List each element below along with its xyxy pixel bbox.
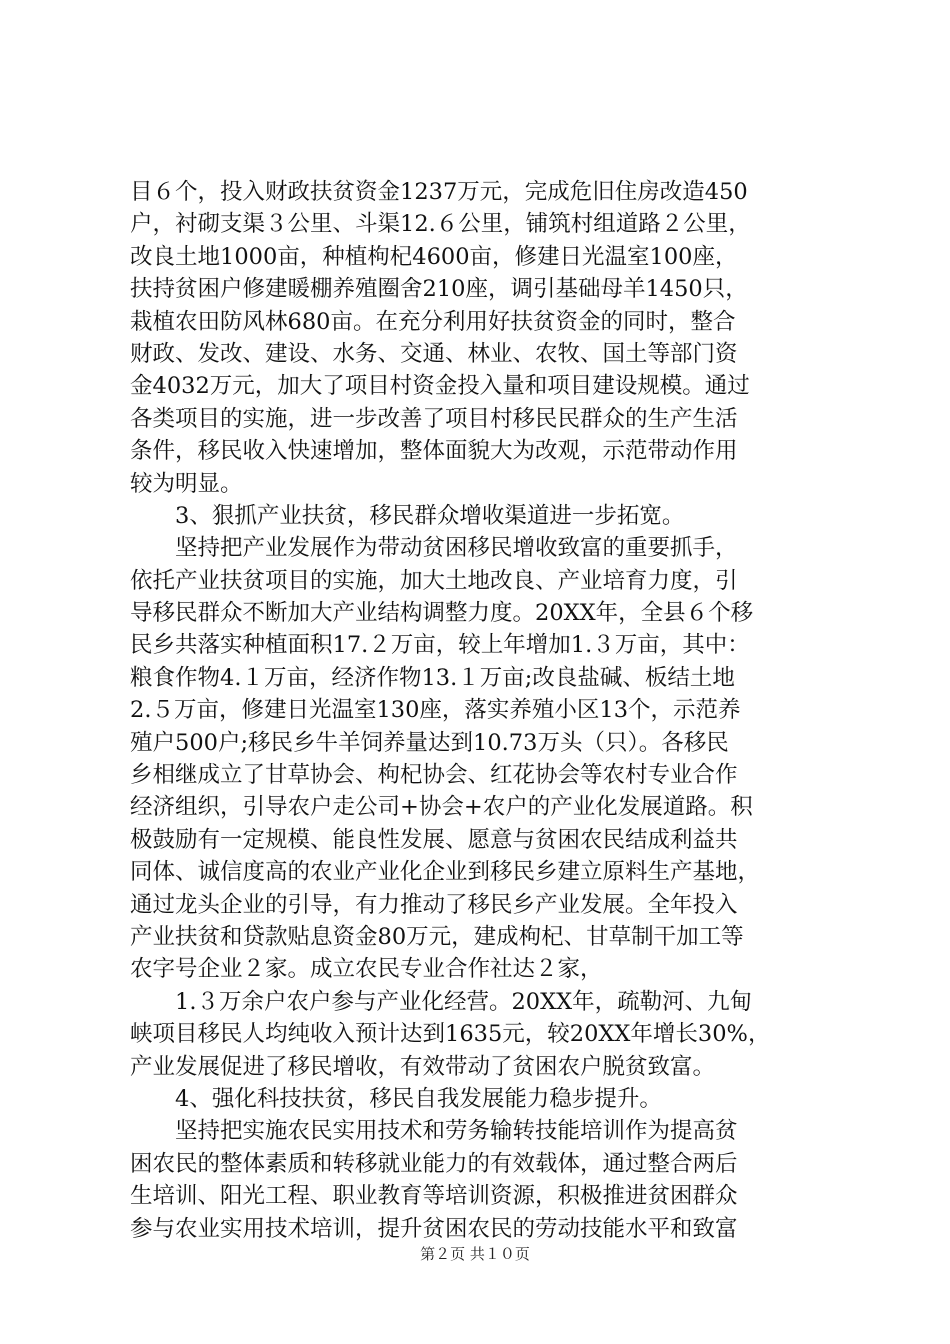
text-line: 户，衬砌支渠３公里、斗渠12.６公里，铺筑村组道路２公里， [130,211,751,238]
text-line: 乡相继成立了甘草协会、枸杞协会、红花协会等农村专业合作 [130,762,738,789]
text-line: 财政、发改、建设、水务、交通、林业、农牧、国土等部门资 [130,340,738,367]
text-line: 扶持贫困户修建暖棚养殖圈舍210座，调引基础母羊1450只， [130,276,748,303]
text-line: 峡项目移民人均纯收入预计达到1635元，较20XX年增长30%， [130,1021,771,1048]
text-line: 产业扶贫和贷款贴息资金80万元，建成枸杞、甘草制干加工等 [130,923,744,950]
text-line: 较为明显。 [130,470,243,497]
page-footer [0,1244,950,1264]
text-line: 栽植农田防风林680亩。在充分利用好扶贫资金的同时，整合 [130,308,736,335]
text-line: 导移民群众不断加大产业结构调整力度。20XX年，全县６个移 [130,600,754,627]
text-line: 条件，移民收入快速增加，整体面貌大为改观，示范带动作用 [130,438,738,465]
text-line: 1.３万余户农户参与产业化经营。20XX年，疏勒河、九甸 [130,988,753,1015]
text-line: 坚持把实施农民实用技术和劳务输转技能培训作为提高贫 [130,1118,738,1145]
text-line: 依托产业扶贫项目的实施，加大土地改良、产业培育力度，引 [130,567,738,594]
text-line: 民乡共落实种植面积17.２万亩，较上年增加1.３万亩，其中： [130,632,750,659]
text-line: 2.５万亩，修建日光温室130座，落实养殖小区13个，示范养 [130,697,741,724]
text-line: 坚持把产业发展作为带动贫困移民增收致富的重要抓手， [130,535,738,562]
text-line: 农字号企业２家。成立农民专业合作社达２家， [130,956,603,983]
page-number: 第２页 共１０页 [420,1245,530,1263]
text-line: 困农民的整体素质和转移就业能力的有效载体，通过整合两后 [130,1150,738,1177]
text-line: 通过龙头企业的引导，有力推动了移民乡产业发展。全年投入 [130,891,738,918]
text-line: 粮食作物4.１万亩，经济作物13.１万亩;改良盐碱、板结土地 [130,664,735,691]
document-body [130,176,830,1245]
text-line: 各类项目的实施，进一步改善了项目村移民民群众的生产生活 [130,405,738,432]
text-line: 同体、诚信度高的农业产业化企业到移民乡建立原料生产基地， [130,859,761,886]
text-line: 产业发展促进了移民增收，有效带动了贫困农户脱贫致富。 [130,1053,716,1080]
text-line: 目６个，投入财政扶贫资金1237万元，完成危旧住房改造450 [130,179,748,205]
text-line: 参与农业实用技术培训，提升贫困农民的劳动技能水平和致富 [130,1215,738,1242]
section-heading: 4、强化科技扶贫，移民自我发展能力稳步提升。 [130,1085,662,1112]
text-line: 生培训、阳光工程、职业教育等培训资源，积极推进贫困群众 [130,1183,738,1210]
section-heading: 3、狠抓产业扶贫，移民群众增收渠道进一步拓宽。 [130,502,685,529]
text-line: 金4032万元，加大了项目村资金投入量和项目建设规模。通过 [130,373,750,400]
text-line: 改良土地1000亩，种植枸杞4600亩，修建日光温室100座， [130,243,738,270]
text-line: 极鼓励有一定规模、能良性发展、愿意与贫困农民结成利益共 [130,826,738,853]
text-line: 殖户500户;移民乡牛羊饲养量达到10.73万头（只）。各移民 [130,729,729,756]
text-line: 经济组织，引导农户走公司+协会+农户的产业化发展道路。积 [130,794,753,821]
